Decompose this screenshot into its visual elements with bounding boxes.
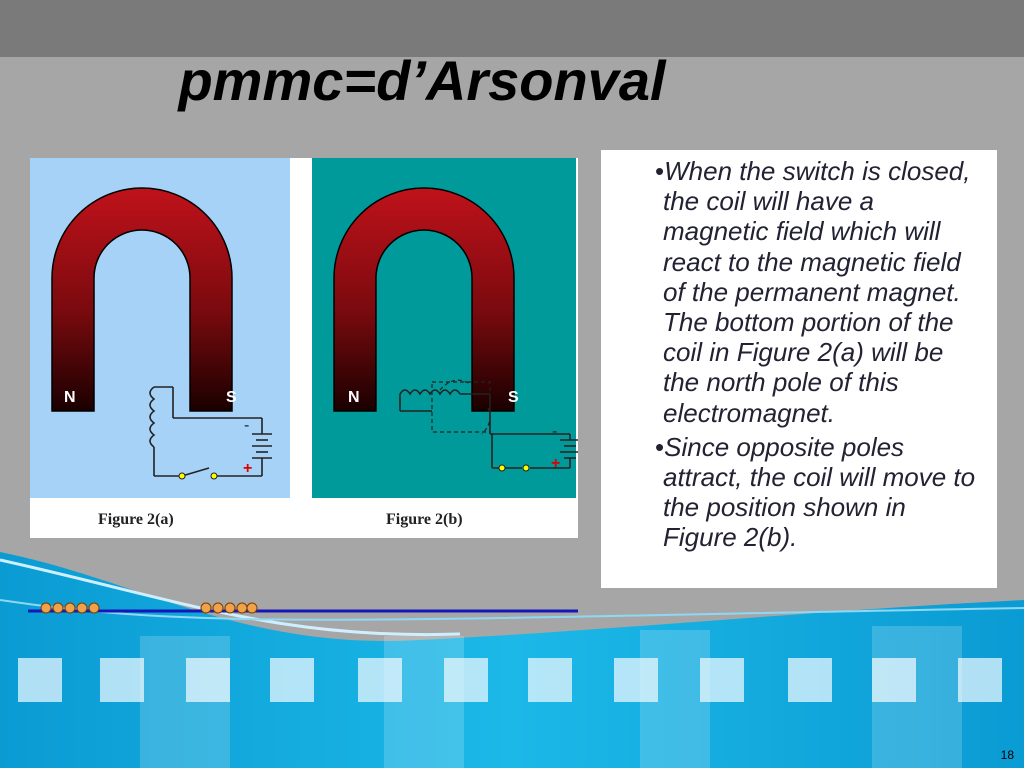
bullet-text: When the switch is closed, the coil will have a magnetic field which will react to the magnetic field of the permanent magnet. The bottom portion of the coil in Figure 2(a) will be the north pole of this electromagnet.	[663, 156, 971, 428]
south-pole-label: S	[226, 389, 237, 406]
figure-2b	[312, 158, 578, 528]
figure-panel	[30, 158, 578, 538]
switch-contact	[211, 473, 217, 479]
explanation-textbox	[601, 150, 997, 588]
bullet-item	[655, 431, 981, 553]
switch-contact	[523, 465, 529, 471]
plus-sign: +	[551, 455, 561, 472]
south-pole-label: S	[508, 389, 519, 406]
page-number: 18	[1000, 748, 1014, 762]
figure-2a-caption: Figure 2(a)	[98, 511, 174, 528]
magnet-figures	[30, 158, 578, 538]
switch-contact	[499, 465, 505, 471]
bullet-item	[655, 156, 981, 428]
bullet-text: Since opposite poles attract, the coil will move to the position shown in Figure 2(b).	[663, 431, 976, 553]
minus-sign: -	[552, 423, 558, 440]
north-pole-label: N	[64, 389, 76, 406]
plus-sign: +	[243, 460, 253, 477]
switch-contact	[179, 473, 185, 479]
north-pole-label: N	[348, 389, 360, 406]
bullet-marker: •	[655, 156, 665, 186]
figure-2b-caption: Figure 2(b)	[386, 511, 463, 528]
minus-sign: -	[244, 417, 250, 434]
figure-2a	[30, 158, 290, 528]
slide-title: pmmc=d’Arsonval	[178, 49, 666, 112]
bullet-list	[601, 150, 997, 553]
decorative-wave-footer	[0, 540, 1024, 768]
bullet-marker: •	[655, 431, 665, 462]
